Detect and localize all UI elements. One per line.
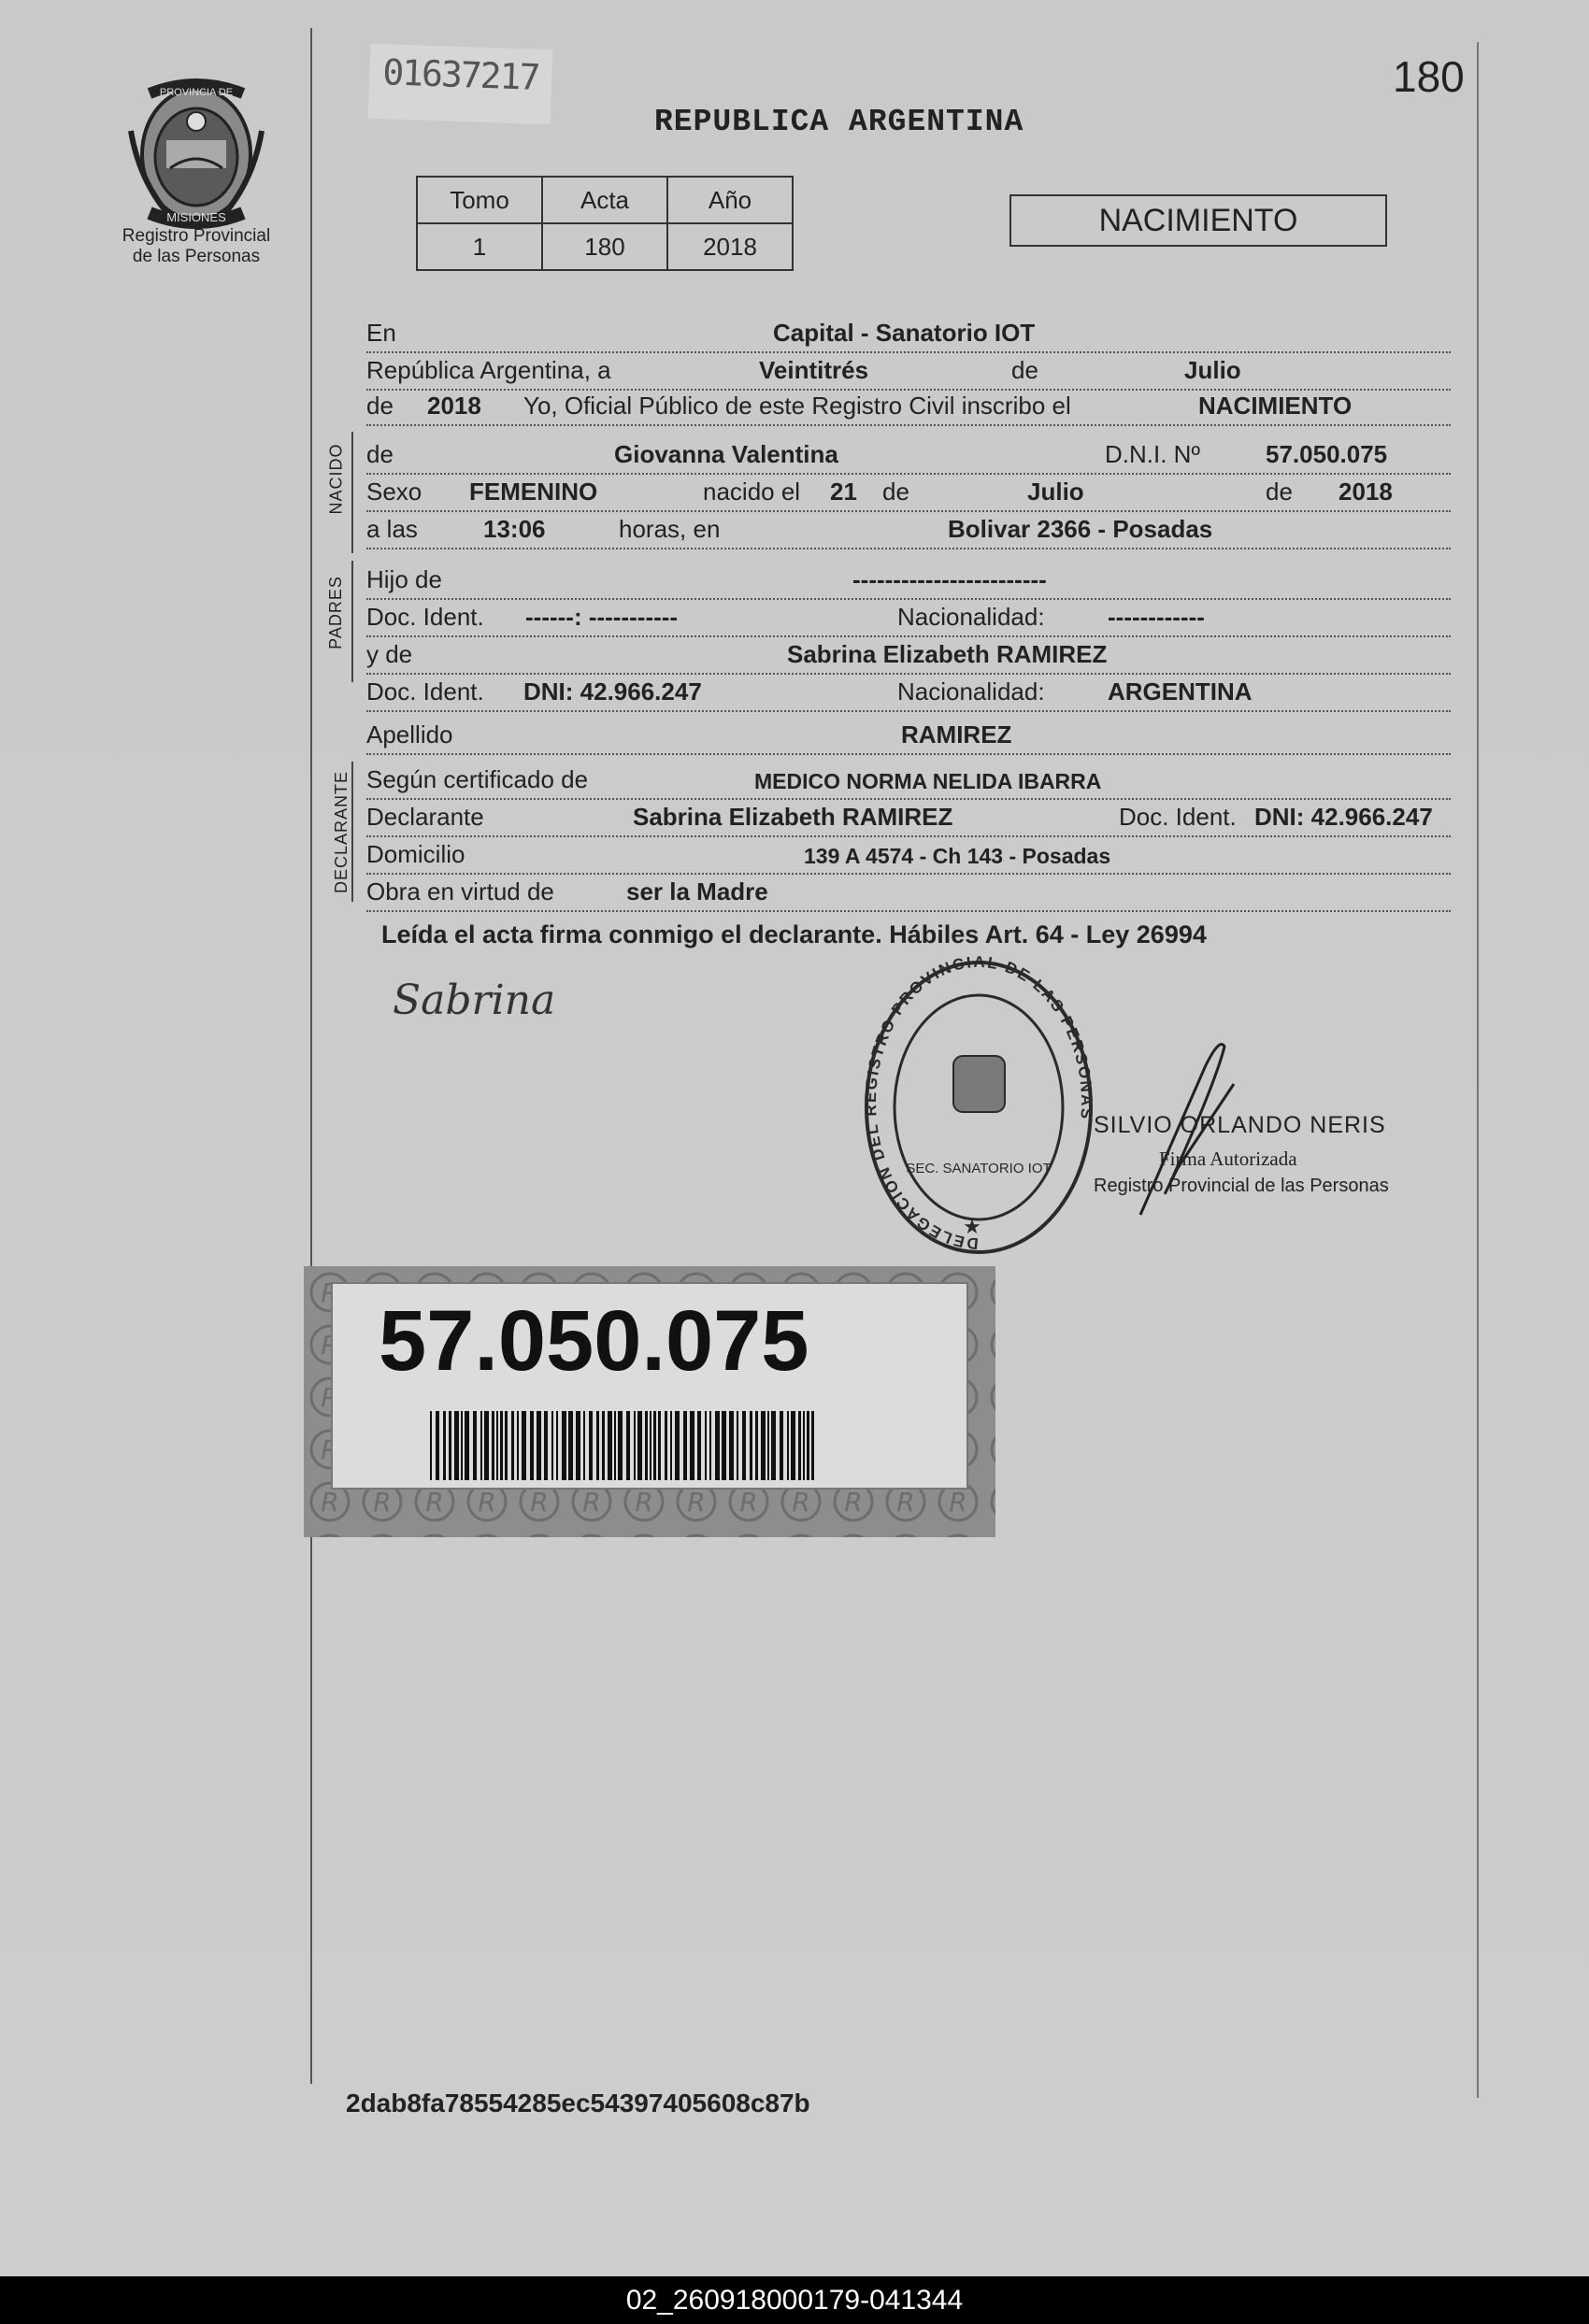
barcode-bar: [645, 1411, 648, 1480]
value-month: Julio: [1184, 356, 1241, 384]
label-y-de: y de: [366, 640, 413, 668]
value-birth-day: 21: [830, 478, 857, 506]
barcode-bar: [709, 1411, 711, 1480]
label-domicilio: Domicilio: [366, 840, 465, 868]
label-obra: Obra en virtud de: [366, 877, 554, 905]
stamp-ring-text: DELEGACION DEL REGISTRO PROVINCIAL DE LAS PERSONAS: [861, 953, 1096, 1253]
value-birth-year: 2018: [1338, 478, 1393, 506]
value-tomo: 1: [417, 223, 542, 270]
barcode-bar: [511, 1411, 514, 1480]
barcode-bar: [690, 1411, 694, 1480]
value-declarante-doc: DNI: 42.966.247: [1254, 803, 1433, 831]
barcode-bar: [443, 1411, 446, 1480]
record-table-value-row: [417, 223, 793, 270]
barcode-bar: [496, 1411, 498, 1480]
barcode-bar: [767, 1411, 769, 1480]
barcode-bar: [556, 1411, 558, 1480]
value-birth-place: Bolivar 2366 - Posadas: [948, 515, 1213, 543]
row-father-doc: [366, 598, 1451, 637]
label-hijo: Hijo de: [366, 565, 442, 593]
barcode-bar: [811, 1411, 814, 1480]
barcode-bar: [637, 1411, 642, 1480]
label-certificado: Según certificado de: [366, 765, 589, 793]
row-republica: [366, 351, 1451, 391]
label-de-month: de: [1011, 356, 1038, 384]
value-ano: 2018: [667, 223, 793, 270]
value-nombre: Giovanna Valentina: [614, 440, 838, 468]
logo-bottom-text: MISIONES: [166, 210, 226, 224]
value-sexo: FEMENINO: [469, 478, 598, 506]
value-mother: Sabrina Elizabeth RAMIREZ: [787, 640, 1108, 668]
official-name: SILVIO ORLANDO NERIS: [1094, 1112, 1386, 1138]
row-certificado: [366, 761, 1451, 800]
right-margin-line: [1477, 42, 1479, 2098]
nacido-bracket: [351, 432, 353, 553]
barcode-bar: [803, 1411, 805, 1480]
dni-label-card: [304, 1266, 995, 1537]
barcode-bar: [562, 1411, 566, 1480]
stamp-inner-text: SEC. SANATORIO IOT: [906, 1161, 1052, 1176]
label-declarante: Declarante: [366, 803, 484, 831]
registry-line-1: Registro Provincial: [122, 226, 271, 246]
barcode-bar: [430, 1411, 432, 1480]
barcode-bar: [787, 1411, 789, 1480]
value-father-doc: ------: -----------: [525, 603, 679, 631]
barcode-bar: [670, 1411, 672, 1480]
label-year-prefix: de: [366, 392, 394, 420]
row-mother-doc: [366, 673, 1451, 712]
label-nombre: de: [366, 440, 394, 468]
value-obra: ser la Madre: [626, 877, 768, 905]
closing-statement: Leída el acta firma conmigo el declarante. Hábiles Art. 64 - Ley 26994: [381, 920, 1207, 948]
value-father: ------------------------: [852, 565, 1047, 593]
value-dni: 57.050.075: [1266, 440, 1388, 468]
value-mother-nat: ARGENTINA: [1108, 677, 1253, 706]
barcode-bar: [722, 1411, 726, 1480]
label-a-las: a las: [366, 515, 418, 543]
scan-footer-id: 02_260918000179-041344: [0, 2276, 1589, 2324]
label-dni: D.N.I. Nº: [1105, 440, 1200, 468]
declarant-handwritten-signature: Sabrina: [393, 977, 556, 1024]
logo-top-text: PROVINCIA DE: [159, 87, 234, 98]
row-hijo: [366, 561, 1451, 600]
official-org: Registro Provincial de las Personas: [1094, 1176, 1389, 1196]
barcode-bar: [737, 1411, 738, 1480]
row-apellido: [366, 716, 1451, 755]
barcode-bar: [492, 1411, 494, 1480]
barcode-bar: [798, 1411, 801, 1480]
value-en: Capital - Sanatorio IOT: [773, 319, 1036, 347]
label-en: En: [366, 319, 396, 347]
serial-number: 01637217: [368, 44, 553, 125]
header-tomo: Tomo: [417, 177, 542, 223]
barcode-bar: [473, 1411, 477, 1480]
barcode-bar: [771, 1411, 776, 1480]
document-hash: 2dab8fa78554285ec54397405608c87b: [346, 2089, 810, 2117]
value-declarante: Sabrina Elizabeth RAMIREZ: [633, 803, 953, 831]
barcode-bar: [576, 1411, 580, 1480]
barcode-bar: [454, 1411, 459, 1480]
barcode-bar: [750, 1411, 752, 1480]
barcode-bar: [755, 1411, 758, 1480]
side-label-nacido: NACIDO: [326, 443, 346, 515]
declarante-bracket: [351, 762, 353, 902]
padres-bracket: [351, 561, 353, 682]
record-table: [416, 176, 794, 271]
barcode-bar: [650, 1411, 651, 1480]
barcode-bar: [522, 1411, 526, 1480]
barcode-bar: [465, 1411, 469, 1480]
barcode-bar: [761, 1411, 766, 1480]
barcode-bar: [807, 1411, 809, 1480]
page-number: 180: [1393, 52, 1465, 101]
row-declarante: [366, 798, 1451, 837]
label-sexo: Sexo: [366, 478, 422, 506]
barcode-bar: [697, 1411, 701, 1480]
barcode-bar: [461, 1411, 463, 1480]
left-margin-line: [310, 28, 312, 2084]
header-ano: Año: [667, 177, 793, 223]
value-father-nat: ------------: [1108, 603, 1205, 631]
row-domicilio: [366, 835, 1451, 875]
barcode-bar: [608, 1411, 612, 1480]
barcode-bar: [602, 1411, 605, 1480]
barcode-bar: [544, 1411, 548, 1480]
row-inscribo: [366, 387, 1451, 426]
label-father-nat: Nacionalidad:: [897, 603, 1045, 631]
value-year: 2018: [427, 392, 481, 420]
barcode-icon: [430, 1411, 818, 1480]
label-mother-doc: Doc. Ident.: [366, 677, 484, 706]
barcode-bar: [436, 1411, 439, 1480]
barcode-bar: [658, 1411, 661, 1480]
row-mother: [366, 635, 1451, 675]
misiones-coat-of-arms-icon: [122, 75, 271, 234]
barcode-bar: [618, 1411, 623, 1480]
side-label-declarante: DECLARANTE: [332, 770, 351, 894]
value-day: Veintitrés: [759, 356, 869, 384]
value-birth-month: Julio: [1027, 478, 1084, 506]
barcode-bar: [780, 1411, 783, 1480]
barcode-bar: [589, 1411, 593, 1480]
label-nacido: nacido el: [703, 478, 801, 506]
barcode-bar: [449, 1411, 451, 1480]
label-mother-nat: Nacionalidad:: [897, 677, 1045, 706]
barcode-bar: [614, 1411, 616, 1480]
label-father-doc: Doc. Ident.: [366, 603, 484, 631]
value-certificado: MEDICO NORMA NELIDA IBARRA: [754, 769, 1102, 793]
stamp-star-icon: ★: [963, 1216, 981, 1239]
row-sexo: [366, 473, 1451, 512]
dni-label-number: 57.050.075: [379, 1293, 809, 1389]
barcode-bar: [517, 1411, 519, 1480]
value-mother-doc: DNI: 42.966.247: [523, 677, 702, 706]
barcode-bar: [665, 1411, 667, 1480]
barcode-bar: [505, 1411, 508, 1480]
document-title: REPUBLICA ARGENTINA: [654, 105, 1024, 139]
barcode-bar: [596, 1411, 599, 1480]
barcode-bar: [683, 1411, 687, 1480]
barcode-bar: [742, 1411, 746, 1480]
row-obra: [366, 873, 1451, 912]
side-label-padres: PADRES: [325, 576, 345, 649]
row-hora: [366, 510, 1451, 549]
barcode-bar: [675, 1411, 680, 1480]
official-role: Firma Autorizada: [1159, 1148, 1297, 1170]
value-acta: 180: [542, 223, 667, 270]
barcode-bar: [484, 1411, 489, 1480]
label-birth-de: de: [882, 478, 909, 506]
row-nombre: [366, 435, 1451, 475]
barcode-bar: [634, 1411, 636, 1480]
label-horas: horas, en: [619, 515, 721, 543]
record-table-header-row: [417, 177, 793, 223]
value-domicilio: 139 A 4574 - Ch 143 - Posadas: [804, 844, 1111, 868]
barcode-bar: [583, 1411, 585, 1480]
barcode-bar: [653, 1411, 656, 1480]
barcode-bar: [480, 1411, 482, 1480]
label-republica: República Argentina, a: [366, 356, 611, 384]
barcode-bar: [715, 1411, 720, 1480]
label-birth-de2: de: [1266, 478, 1293, 506]
barcode-bar: [537, 1411, 541, 1480]
row-en: [366, 314, 1451, 353]
registry-name: [93, 226, 299, 267]
value-inscribo: NACIMIENTO: [1198, 392, 1353, 420]
barcode-bar: [705, 1411, 707, 1480]
label-apellido: Apellido: [366, 720, 453, 749]
barcode-bar: [791, 1411, 795, 1480]
barcode-bar: [551, 1411, 553, 1480]
official-stamp-icon: [860, 953, 1098, 1262]
barcode-bar: [530, 1411, 534, 1480]
value-birth-time: 13:06: [483, 515, 546, 543]
barcode-bar: [626, 1411, 630, 1480]
registry-line-2: de las Personas: [132, 247, 261, 266]
label-declarante-doc: Doc. Ident.: [1119, 803, 1237, 831]
barcode-bar: [500, 1411, 503, 1480]
label-inscribo: Yo, Oficial Público de este Registro Civil inscribo el: [523, 392, 1071, 420]
barcode-bar: [568, 1411, 573, 1480]
barcode-bar: [729, 1411, 734, 1480]
header-acta: Acta: [542, 177, 667, 223]
value-apellido: RAMIREZ: [901, 720, 1012, 749]
record-type-box: NACIMIENTO: [1009, 194, 1387, 247]
